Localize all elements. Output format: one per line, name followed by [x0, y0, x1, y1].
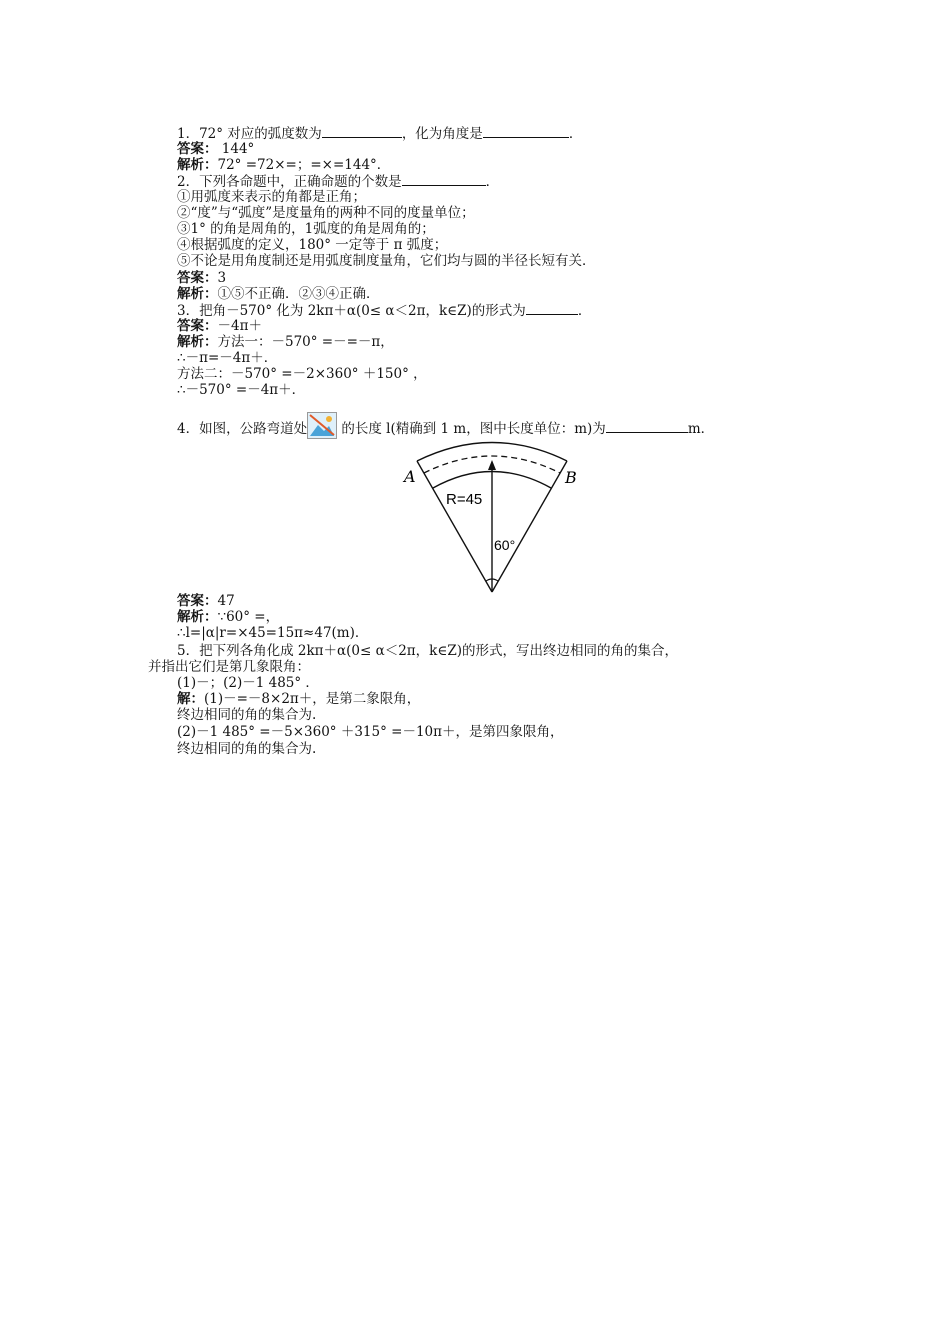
q2-analysis: 解析：①⑤不正确．②③④正确．: [177, 286, 380, 302]
q2-question: 2．下列各命题中，正确命题的个数是 ．: [177, 174, 500, 190]
q3-step-1: ∴－π=－4π＋．: [177, 350, 278, 366]
q2-item-4: ④根据弧度的定义，180° 一定等于 π 弧度；: [177, 237, 448, 253]
label-b: B: [565, 468, 577, 487]
q1-question: 1．72° 对应的弧度数为 ，化为角度是 ．: [177, 126, 583, 142]
q2-item-1: ①用弧度来表示的角都是正角；: [177, 189, 366, 205]
q3-question: 3．把角－570° 化为 2kπ＋α(0≤ α＜2π，k∈Z)的形式为 ．: [177, 303, 592, 319]
q5-step-1: 终边相同的角的集合为.: [177, 707, 317, 723]
q3-analysis: 解析：方法一：－570° =－=－π，: [177, 334, 394, 350]
q5-step-3: 终边相同的角的集合为.: [177, 741, 317, 757]
q3-step-3: ∴－570° =－4π＋．: [177, 382, 306, 398]
q5-step-2: (2)－1 485° =－5×360° ＋315° =－10π＋，是第四象限角，: [177, 724, 564, 740]
answer-blank: [483, 125, 569, 138]
answer-blank: [606, 420, 688, 433]
q4-analysis: 解析：∵60° =，: [177, 609, 280, 625]
q1-answer: 答案： 144°: [177, 141, 255, 157]
q5-question: 5．把下列各角化成 2kπ＋α(0≤ α＜2π，k∈Z)的形式，写出终边相同的角的集合，: [177, 643, 678, 659]
q1-analysis: 解析：72° =72×=；=×=144°．: [177, 157, 391, 173]
q4-step: ∴l=|α|r=×45=15π≈47(m)．: [177, 625, 369, 641]
q4-question: 4．如图，公路弯道处 的长度 l(精确到 1 m，图中长度单位：m)为 m．: [177, 412, 714, 439]
q2-item-3: ③1° 的角是周角的，1弧度的角是周角的；: [177, 221, 435, 237]
q5-solution: 解：(1)－=－8×2π＋，是第二象限角，: [177, 691, 421, 707]
q3-answer: 答案：－4π＋: [177, 318, 262, 334]
label-a: A: [404, 467, 416, 486]
broken-image-icon: [307, 412, 337, 439]
answer-blank: [322, 125, 402, 138]
q2-answer: 答案：3: [177, 270, 227, 286]
label-angle: 60°: [494, 537, 516, 553]
road-curve-figure: [400, 438, 590, 598]
answer-blank: [402, 173, 486, 186]
q5-parts: (1)－；(2)－1 485° ．: [177, 675, 319, 691]
q5-question-cont: 并指出它们是第几象限角：: [148, 659, 310, 675]
q2-item-5: ⑤不论是用角度制还是用弧度制度量角，它们均与圆的半径长短有关．: [177, 253, 596, 269]
answer-blank: [526, 302, 578, 315]
q3-step-2: 方法二：－570° =－2×360° ＋150° ，: [177, 366, 427, 382]
q4-answer: 答案：47: [177, 593, 235, 609]
label-radius: R=45: [446, 491, 483, 508]
q2-item-2: ②“度”与“弧度”是度量角的两种不同的度量单位；: [177, 205, 475, 221]
